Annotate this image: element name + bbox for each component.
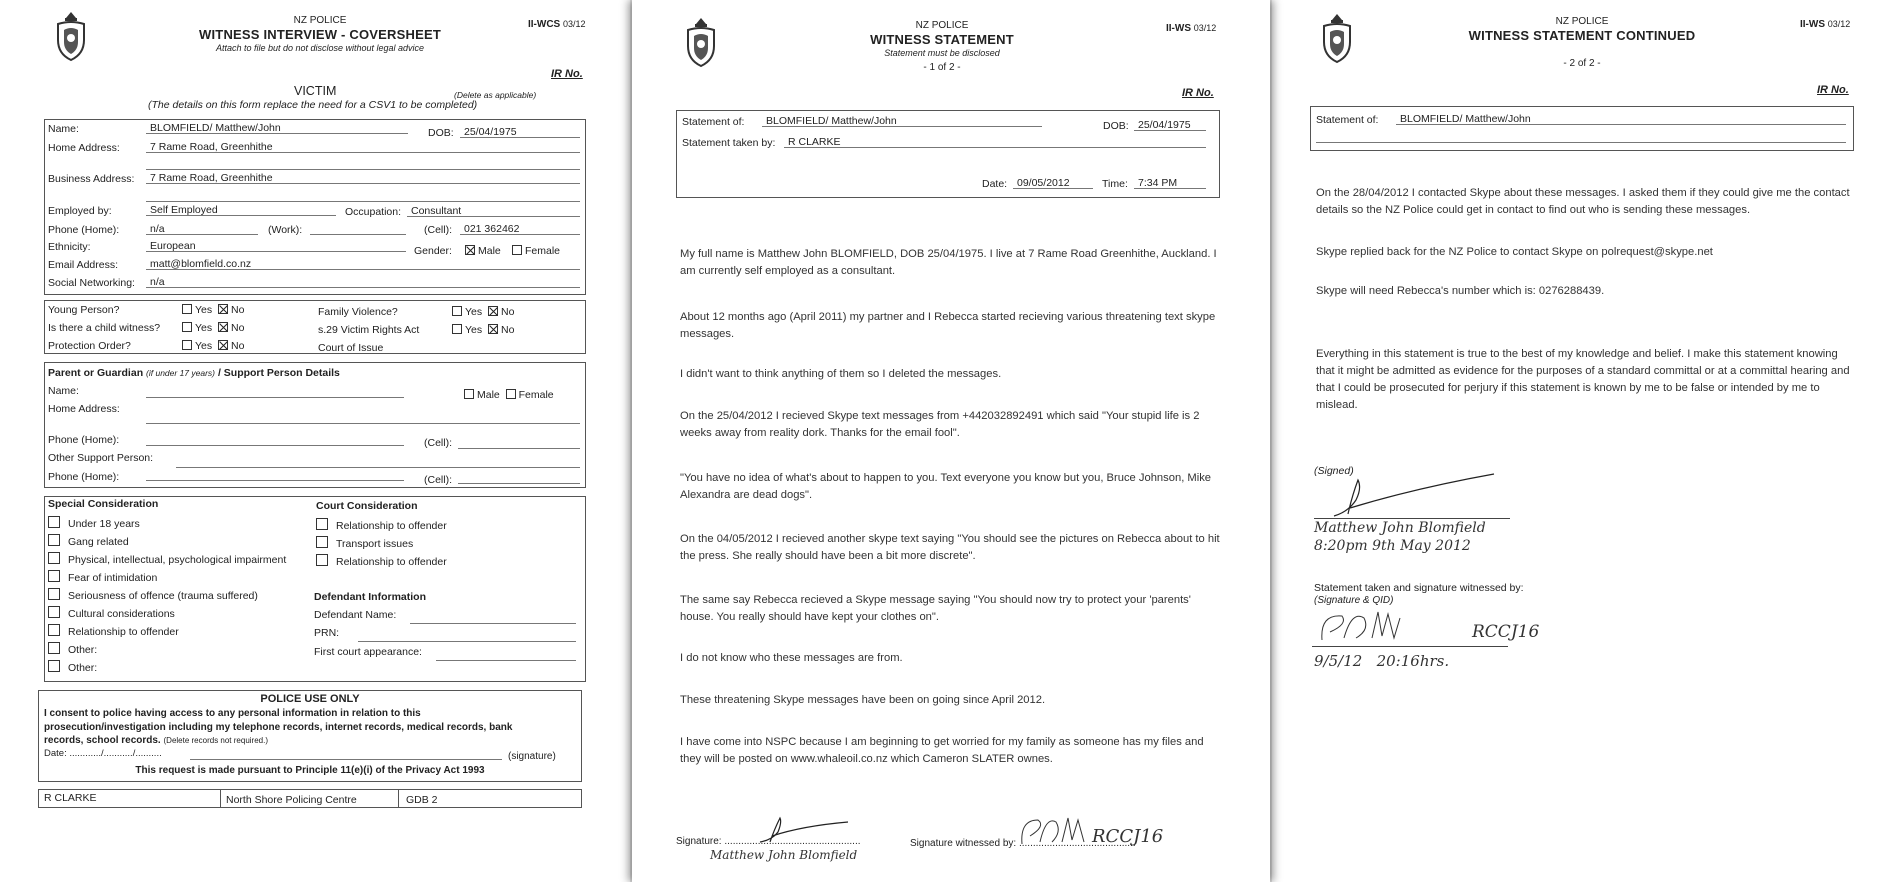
checkbox-icon[interactable] xyxy=(452,306,462,316)
guardian-phone-field[interactable] xyxy=(146,434,404,446)
defendant-heading: Defendant Information xyxy=(314,591,426,603)
time-field[interactable]: 7:34 PM xyxy=(1134,177,1206,189)
name-label: Name: xyxy=(48,123,79,135)
home-address-field[interactable]: 7 Rame Road, Greenhithe xyxy=(146,141,580,153)
cell-label: (Cell): xyxy=(424,224,452,236)
checkbox-checked-icon[interactable] xyxy=(218,304,228,314)
checkbox-icon[interactable] xyxy=(506,389,516,399)
other-support-label: Other Support Person: xyxy=(48,452,154,464)
statement-paragraph: On the 25/04/2012 I recieved Skype text messages from +442032892491 which said "Your stupid life is 2 weeks away from reality dork. Thanks for the email fool". xyxy=(680,410,1200,439)
young-person-label: Young Person? xyxy=(48,304,120,316)
special-item[interactable]: Seriousness of offence (trauma suffered) xyxy=(48,588,258,602)
social-networking-field[interactable]: n/a xyxy=(146,276,580,288)
statement-of-line2[interactable] xyxy=(1316,131,1846,143)
date-label: Date: xyxy=(982,178,1008,190)
other-cell-label: (Cell): xyxy=(424,474,452,486)
protection-order-options[interactable]: Yes No xyxy=(182,340,244,352)
checkbox-icon[interactable] xyxy=(48,570,60,582)
family-violence-label: Family Violence? xyxy=(318,306,398,318)
checkbox-icon[interactable] xyxy=(48,534,60,546)
statement-of-label: Statement of: xyxy=(682,116,745,128)
occupation-label: Occupation: xyxy=(345,206,402,218)
page-title: WITNESS STATEMENT xyxy=(870,32,1014,47)
station-name: North Shore Policing Centre xyxy=(226,794,357,806)
court-consideration-heading: Court Consideration xyxy=(316,500,418,512)
business-address-field[interactable]: 7 Rame Road, Greenhithe xyxy=(146,172,580,184)
guardian-name-label: Name: xyxy=(48,385,79,397)
statement-of-label: Statement of: xyxy=(1316,114,1379,126)
checkbox-checked-icon[interactable] xyxy=(218,340,228,350)
dob-label: DOB: xyxy=(1103,120,1129,132)
phone-home-field[interactable]: n/a xyxy=(146,223,258,235)
divider xyxy=(398,789,399,808)
statement-paragraph: My full name is Matthew John BLOMFIELD, DOB 25/04/1975. I live at 7 Rame Road Greenhithe, Auckland. I am currently self employed as a consultant. xyxy=(680,248,1217,277)
email-field[interactable]: matt@blomfield.co.nz xyxy=(146,258,580,270)
statement-paragraph: I have come into NSPC because I am beginning to get worried for my family as someone has my files and they will be posted on www.whaleoil.co.nz which Cameron SLATER ownes. xyxy=(680,736,1204,765)
consent-text: I consent to police having access to any personal information in relation to this xyxy=(44,708,421,719)
signature-scribble xyxy=(752,812,852,846)
witness-datetime: 9/5/12 20:16hrs. xyxy=(1314,652,1450,670)
page-number: - 2 of 2 - xyxy=(1563,58,1601,69)
witnessed-note: (Signature & QID) xyxy=(1314,595,1394,606)
date-field[interactable]: 09/05/2012 xyxy=(1013,177,1093,189)
signature-name: Matthew John Blomfield xyxy=(710,848,858,862)
signature-label: (signature) xyxy=(508,751,556,762)
home-address-line2[interactable] xyxy=(146,158,580,170)
guardian-cell-label: (Cell): xyxy=(424,437,452,449)
first-court-field[interactable] xyxy=(436,649,576,661)
coversheet-page xyxy=(0,0,630,882)
police-crest-icon xyxy=(682,16,720,68)
name-field[interactable]: BLOMFIELD/ Matthew/John xyxy=(146,122,408,134)
witness-qid: RCCJ16 xyxy=(1472,622,1540,642)
officer-name: R CLARKE xyxy=(44,792,97,804)
police-crest-icon xyxy=(52,10,90,62)
gender-label: Gender: xyxy=(414,245,452,257)
org-label: NZ POLICE xyxy=(915,20,969,31)
work-field[interactable] xyxy=(310,223,406,235)
statement-paragraph: On the 04/05/2012 I recieved another skype text saying "You should see the pictures on Rebecca about to hit the press. She really should have been a bit more discrete". xyxy=(680,533,1220,562)
checkbox-icon[interactable] xyxy=(316,518,328,530)
court-item[interactable]: Transport issues xyxy=(316,536,413,550)
taken-by-label: Statement taken by: xyxy=(682,137,776,149)
page-number: - 1 of 2 - xyxy=(923,62,961,73)
business-address-label: Business Address: xyxy=(48,173,135,185)
child-witness-label: Is there a child witness? xyxy=(48,322,161,334)
special-item[interactable]: Fear of intimidation xyxy=(48,570,157,584)
signature-scribble xyxy=(1326,470,1496,520)
org-label: NZ POLICE xyxy=(1555,16,1609,27)
dob-label: DOB: xyxy=(428,127,454,139)
s29-options[interactable]: Yes No xyxy=(452,324,514,336)
taken-by-field[interactable]: R CLARKE xyxy=(784,136,1206,148)
checkbox-icon[interactable] xyxy=(512,245,522,255)
statement-paragraph: Skype will need Rebecca's number which is: 0276288439. xyxy=(1316,285,1605,297)
special-consideration-heading: Special Consideration xyxy=(48,498,159,510)
gender-female-option[interactable]: Female xyxy=(512,245,560,257)
statement-of-field[interactable]: BLOMFIELD/ Matthew/John xyxy=(1396,113,1846,125)
court-item[interactable]: Relationship to offender xyxy=(316,554,447,568)
witness-signature-scribble xyxy=(1016,812,1094,850)
protection-order-label: Protection Order? xyxy=(48,340,131,352)
other-phone-field[interactable] xyxy=(146,469,404,481)
time-label: Time: xyxy=(1102,178,1128,190)
social-networking-label: Social Networking: xyxy=(48,277,135,289)
witness-qid: RCCJ16 xyxy=(1092,826,1164,847)
police-use-heading: POLICE USE ONLY xyxy=(260,693,360,705)
consent-text: prosecution/investigation including my telephone records, internet records, medical records, bank xyxy=(44,722,513,733)
home-address-label: Home Address: xyxy=(48,142,120,154)
statement-page-1 xyxy=(632,0,1270,882)
page-title: WITNESS INTERVIEW - COVERSHEET xyxy=(199,27,441,42)
ethnicity-label: Ethnicity: xyxy=(48,241,91,253)
phone-home-label: Phone (Home): xyxy=(48,224,120,236)
guardian-cell-field[interactable] xyxy=(458,437,580,449)
work-label: (Work): xyxy=(268,224,303,236)
checkbox-icon[interactable] xyxy=(452,324,462,334)
special-item[interactable]: Other: xyxy=(48,660,97,674)
checkbox-icon[interactable] xyxy=(48,642,60,654)
dob-field[interactable]: 25/04/1975 xyxy=(1134,119,1206,131)
cell-field[interactable]: 021 362462 xyxy=(460,223,580,235)
defendant-name-label: Defendant Name: xyxy=(314,609,397,621)
child-witness-options[interactable]: Yes No xyxy=(182,322,244,334)
checkbox-icon[interactable] xyxy=(182,322,192,332)
form-code: II-WS 03/12 xyxy=(1166,23,1217,34)
statement-paragraph: These threatening Skype messages have been on going since April 2012. xyxy=(680,694,1046,706)
signature-label: Signature: ................................................. xyxy=(676,836,861,847)
privacy-act-note: This request is made pursuant to Principle 11(e)(i) of the Privacy Act 1993 xyxy=(135,765,485,776)
checkbox-icon[interactable] xyxy=(182,340,192,350)
checkbox-checked-icon[interactable] xyxy=(488,306,498,316)
station-code: GDB 2 xyxy=(406,794,438,806)
page-title: WITNESS STATEMENT CONTINUED xyxy=(1468,28,1696,43)
other-cell-field[interactable] xyxy=(458,472,580,484)
checkbox-icon[interactable] xyxy=(182,304,192,314)
consent-date-field[interactable]: Date: ............/.........../.......... xyxy=(44,748,162,759)
dob-field[interactable]: 25/04/1975 xyxy=(460,126,580,138)
replace-note: (The details on this form replace the need for a CSV1 to be completed) xyxy=(148,99,478,111)
statement-paragraph: The same say Rebecca recieved a Skype message saying "You should now try to protect your 'parents' house. You really should have kept your clothes on". xyxy=(680,594,1191,623)
prn-field[interactable] xyxy=(358,630,576,642)
form-code: II-WS 03/12 xyxy=(1800,19,1851,30)
signed-time: 8:20pm 9th May 2012 xyxy=(1314,538,1471,554)
divider xyxy=(220,789,221,808)
business-address-line2[interactable] xyxy=(146,190,580,202)
statement-paragraph: I do not know who these messages are from. xyxy=(680,652,903,664)
role-label: VICTIM xyxy=(294,84,337,98)
guardian-gender-options[interactable]: Male Female xyxy=(464,389,554,401)
statement-paragraph: On the 28/04/2012 I contacted Skype about these messages. I asked them if they could give me the contact details so the NZ Police could get in contact to find out who is sending these messages. xyxy=(1316,187,1850,216)
checkbox-icon[interactable] xyxy=(48,624,60,636)
checkbox-icon[interactable] xyxy=(316,554,328,566)
gender-male-option[interactable]: Male xyxy=(465,245,501,257)
statement-paragraph: I didn't want to think anything of them so I deleted the messages. xyxy=(680,368,1002,380)
defendant-name-field[interactable] xyxy=(410,612,576,624)
ir-number-label: IR No. xyxy=(551,68,583,80)
statement-of-field[interactable]: BLOMFIELD/ Matthew/John xyxy=(762,115,1042,127)
court-of-issue-label: Court of Issue xyxy=(318,342,384,354)
statement-paragraph: Everything in this statement is true to the best of my knowledge and belief. I make this statement knowing that it might be admitted as evidence for the purposes of a standard committal or at a committal hearing and that I could be prosecuted for perjury if this statement is known by me to be false or intended by me to mislead. xyxy=(1316,348,1850,411)
signed-label: (Signed) xyxy=(1314,465,1354,477)
employed-by-label: Employed by: xyxy=(48,205,112,217)
guardian-phone-label: Phone (Home): xyxy=(48,434,120,446)
checkbox-icon[interactable] xyxy=(48,606,60,618)
special-item[interactable]: Other: xyxy=(48,642,97,656)
statement-page-2 xyxy=(1272,0,1904,882)
guardian-home-field[interactable] xyxy=(146,412,580,424)
special-item[interactable]: Relationship to offender xyxy=(48,624,179,638)
consent-text: records, school records. (Delete records not required.) xyxy=(44,735,268,746)
witnessed-label: Statement taken and signature witnessed by: xyxy=(1314,582,1524,594)
family-violence-options[interactable]: Yes No xyxy=(452,306,514,318)
occupation-field[interactable]: Consultant xyxy=(407,205,580,217)
witnessed-label: Signature witnessed by: .......................................... xyxy=(910,838,1136,849)
email-label: Email Address: xyxy=(48,259,119,271)
s29-label: s.29 Victim Rights Act xyxy=(318,324,420,336)
other-phone-label: Phone (Home): xyxy=(48,471,120,483)
checkbox-icon[interactable] xyxy=(48,660,60,672)
checkbox-icon[interactable] xyxy=(464,389,474,399)
employed-by-field[interactable]: Self Employed xyxy=(146,204,336,216)
witness-signature-scribble xyxy=(1316,604,1416,648)
special-item[interactable]: Physical, intellectual, psychological impairment xyxy=(48,552,286,566)
statement-paragraph: Skype replied back for the NZ Police to contact Skype on polrequest@skype.net xyxy=(1316,246,1713,258)
role-note: (Delete as applicable) xyxy=(454,90,537,100)
special-item[interactable]: Cultural considerations xyxy=(48,606,175,620)
page-subtitle: Attach to file but do not disclose without legal advice xyxy=(215,43,425,53)
statement-paragraph: About 12 months ago (April 2011) my partner and I Rebecca started recieving various threatening text skype messages. xyxy=(680,311,1216,340)
police-crest-icon xyxy=(1318,12,1356,64)
ir-number-label: IR No. xyxy=(1817,84,1849,96)
guardian-heading: Parent or Guardian (if under 17 years) / Support Person Details xyxy=(48,367,340,379)
special-item[interactable]: Gang related xyxy=(48,534,129,548)
witness-line xyxy=(1312,646,1508,647)
checkbox-icon[interactable] xyxy=(48,552,60,564)
signed-name: Matthew John Blomfield xyxy=(1314,520,1486,536)
guardian-home-label: Home Address: xyxy=(48,403,120,415)
special-item[interactable]: Under 18 years xyxy=(48,516,140,530)
court-item[interactable]: Relationship to offender xyxy=(316,518,447,532)
young-person-options[interactable]: Yes No xyxy=(182,304,244,316)
form-code: II-WCS 03/12 xyxy=(528,19,586,30)
checkbox-checked-icon[interactable] xyxy=(218,322,228,332)
signature-line xyxy=(1314,518,1510,519)
checkbox-icon[interactable] xyxy=(48,516,60,528)
consent-signature-field[interactable] xyxy=(190,748,502,760)
page-subtitle: Statement must be disclosed xyxy=(884,48,1000,58)
ethnicity-field[interactable]: European xyxy=(146,240,406,252)
checkbox-checked-icon[interactable] xyxy=(488,324,498,334)
statement-paragraph: "You have no idea of what's about to happen to you. Text everyone you know but you, Bruce Johnson, Mike Alexandra are dead dogs". xyxy=(680,472,1212,501)
checkbox-icon[interactable] xyxy=(316,536,328,548)
checkbox-checked-icon[interactable] xyxy=(465,245,475,255)
first-court-label: First court appearance: xyxy=(314,646,422,658)
prn-label: PRN: xyxy=(314,627,340,639)
guardian-name-field[interactable] xyxy=(146,386,404,398)
other-support-field[interactable] xyxy=(176,456,580,468)
ir-number-label: IR No. xyxy=(1182,87,1214,99)
checkbox-icon[interactable] xyxy=(48,588,60,600)
org-label: NZ POLICE xyxy=(293,15,347,26)
